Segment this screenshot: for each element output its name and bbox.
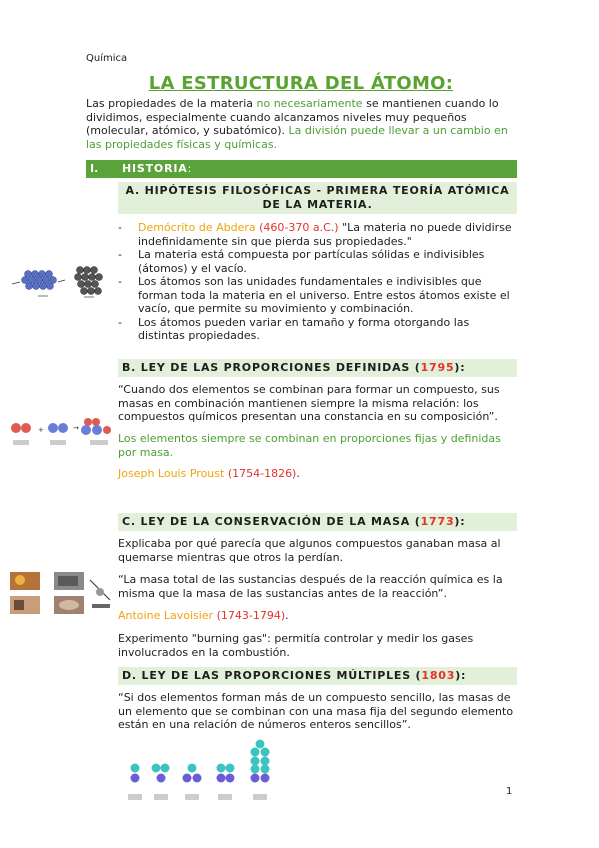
section-d-quote: “Si dos elementos forman más de un compuesto sencillo, las masas de un elemento que se combinan con una masa fija del segundo elemento están en una relación de números enteros sencillos”. (118, 691, 514, 731)
section-b-heading: B. LEY DE LAS PROPORCIONES DEFINIDAS (1795): (118, 359, 517, 377)
lavoisier-dates: (1743-1794) (216, 609, 286, 622)
proust-dates: (1754-1826) (227, 467, 297, 480)
list-item: - Los átomos son las unidades fundamentales e indivisibles que forman toda la materia en el universo. Entre estos átomos existe el vacío, que permite su movimiento y combinación. (118, 275, 513, 316)
section-c-paragraph-2: Experimento "burning gas": permitía controlar y medir los gases involucrados en la combustión. (118, 632, 474, 659)
intro-highlight-1: no necesariamente (256, 97, 363, 110)
section-c-paragraph-1: Explicaba por qué parecía que algunos compuestos ganaban masa al quemarse mientras que otros la perdían. (118, 537, 501, 564)
section-c-heading: C. LEY DE LA CONSERVACIÓN DE LA MASA (1773): (118, 513, 517, 531)
section-c-year: 1773 (420, 515, 455, 528)
list-item: - La materia está compuesta por partículas sólidas e indivisibles (átomos) y el vacío. (118, 248, 513, 275)
multiple-proportions-illustration (124, 738, 284, 808)
section-c-quote: “La masa total de las sustancias después de la reacción química es la misma que la masa de las sustancias antes de la reacción”. (118, 573, 503, 600)
section-c-author: Antoine Lavoisier (1743-1794). (118, 609, 289, 622)
section-number: I. (90, 162, 99, 175)
section-title: HISTORIA (122, 162, 188, 175)
democrito-dates: (460-370 a.C.) (259, 221, 339, 234)
section-d-year: 1803 (421, 669, 456, 682)
list-item: - Los átomos pueden variar en tamaño y forma otorgando las distintas propiedades. (118, 316, 513, 343)
svg-text:+: + (38, 426, 44, 434)
section-b-year: 1795 (420, 361, 455, 374)
atoms-lattice-illustration (8, 260, 116, 300)
democrito-name: Demócrito de Abdera (138, 221, 256, 234)
combustion-photos-illustration (10, 570, 114, 618)
page-number: 1 (506, 786, 513, 797)
lavoisier-name: Antoine Lavoisier (118, 609, 214, 622)
page-title: LA ESTRUCTURA DEL ÁTOMO: (148, 73, 454, 94)
section-b-author: Joseph Louis Proust (1754-1826). (118, 467, 300, 480)
section-a-heading: A. HIPÓTESIS FILOSÓFICAS - PRIMERA TEORÍA ATÓMICA DE LA MATERIA. (118, 182, 517, 214)
intro-text-1: Las propiedades de la materia (86, 97, 257, 110)
section-historia-bar: I. HISTORIA: (86, 160, 517, 178)
list-item: - Demócrito de Abdera (460-370 a.C.) "La materia no puede dividirse indefinidamente sin que pierda sus propiedades." (118, 221, 513, 248)
intro-text-2: se mantienen cuando lo dividimos, especialmente cuando alcanzamos niveles muy pequeños (molecular, atómico, y subatómico). (86, 97, 499, 137)
intro-paragraph (86, 97, 516, 151)
section-b-quote: “Cuando dos elementos se combinan para formar un compuesto, sus masas en combinación mantienen siempre la misma relación: los compuestos químicos presentan una constancia en su composición”. (118, 383, 500, 423)
section-b-summary: Los elementos siempre se combinan en proporciones fijas y definidas por masa. (118, 432, 501, 459)
section-d-heading: D. LEY DE LAS PROPORCIONES MÚLTIPLES (1803): (118, 667, 517, 685)
molecule-proportion-illustration (8, 418, 116, 456)
proust-name: Joseph Louis Proust (118, 467, 225, 480)
intro-highlight-2: La división puede llevar a un cambio en las propiedades físicas y químicas. (86, 124, 508, 151)
svg-text:→: → (73, 424, 79, 432)
section-a-list (118, 221, 513, 343)
subject-header: Química (86, 53, 128, 64)
